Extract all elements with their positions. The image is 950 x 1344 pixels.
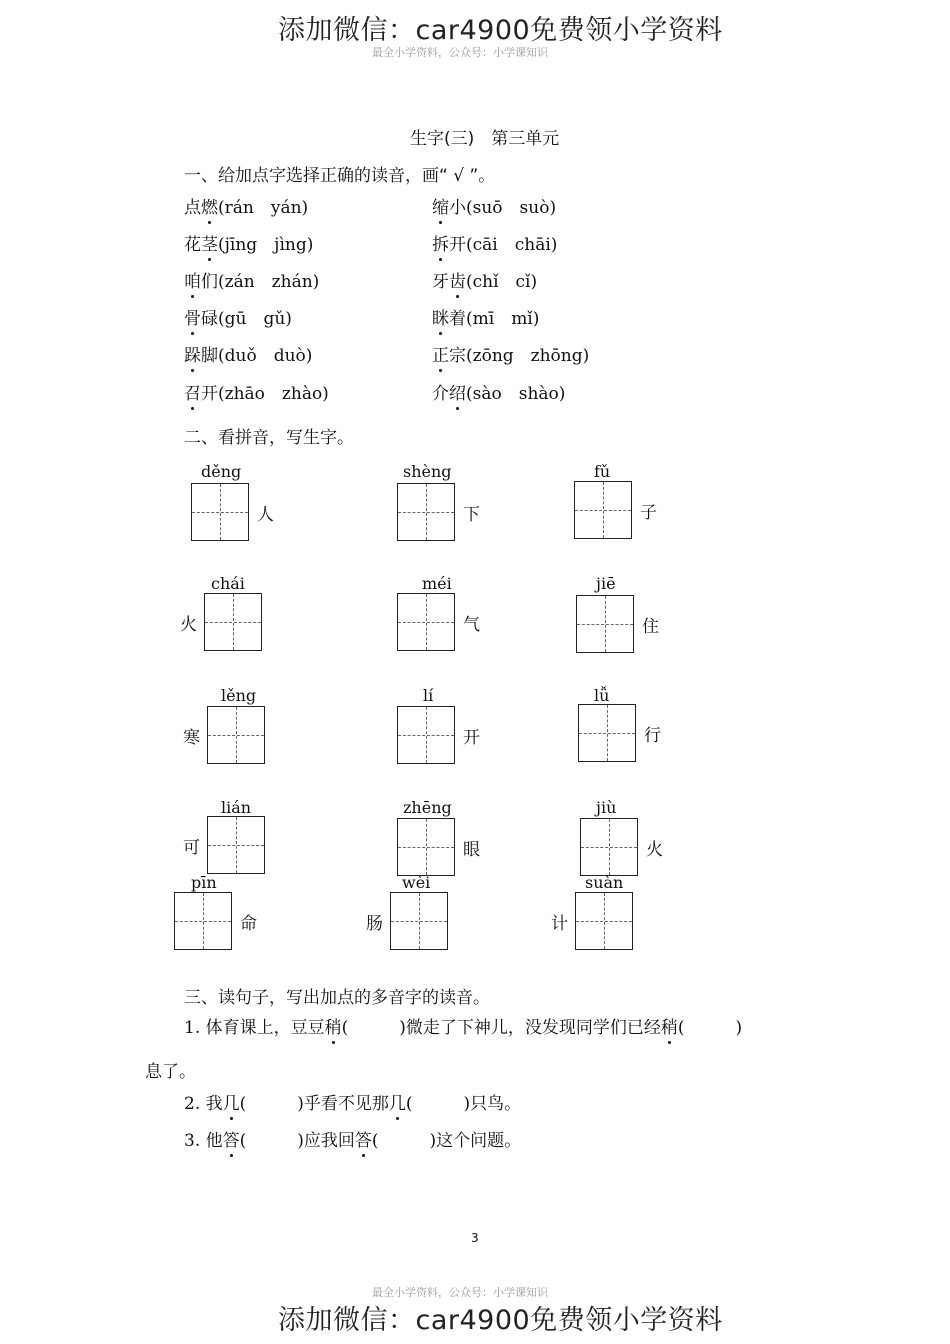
reading-item: 花茎(jīng jìng) [184, 230, 313, 255]
pinyin-label: lěng [221, 686, 257, 705]
dotted-char: 稍 [325, 1013, 342, 1038]
context-char: 可 [183, 838, 200, 858]
writing-box[interactable] [390, 892, 448, 950]
context-char: 气 [463, 615, 480, 635]
reading-item: 跺脚(duǒ duò) [184, 341, 312, 366]
dotted-char: 咱 [184, 267, 201, 292]
dotted-char: 眯 [432, 304, 449, 329]
context-char: 火 [646, 840, 663, 860]
reading-item: 牙齿(chǐ cǐ) [432, 267, 537, 292]
context-char: 人 [257, 505, 274, 525]
dotted-char: 缩 [432, 193, 449, 218]
pinyin-label: wèi [402, 873, 431, 892]
pinyin-label: fǔ [594, 462, 611, 481]
writing-box[interactable] [207, 706, 265, 764]
dotted-char: 答 [223, 1126, 240, 1151]
top-note: 最全小学资料，公众号：小学课知识 [372, 46, 548, 59]
dotted-char: 茎 [201, 230, 218, 255]
sentence-3: 3. 他答( )应我回答( )这个问题。 [184, 1126, 521, 1151]
reading-item: 咱们(zán zhán) [184, 267, 319, 292]
context-char: 子 [640, 503, 657, 523]
writing-box[interactable] [578, 704, 636, 762]
pinyin-label: jiù [596, 798, 617, 817]
pinyin-label: děng [201, 462, 242, 481]
writing-box[interactable] [207, 816, 265, 874]
reading-item: 点燃(rán yán) [184, 193, 308, 218]
writing-box[interactable] [397, 706, 455, 764]
context-char: 命 [240, 914, 257, 934]
section3-heading: 三、读句子，写出加点的多音字的读音。 [184, 988, 490, 1008]
section2-heading: 二、看拼音，写生字。 [184, 428, 354, 448]
context-char: 计 [551, 914, 568, 934]
writing-box[interactable] [204, 593, 262, 651]
writing-box[interactable] [191, 483, 249, 541]
pinyin-label: lǚ [594, 686, 610, 705]
bottom-note: 最全小学资料，公众号：小学课知识 [372, 1286, 548, 1299]
sentence-1-continued: 息了。 [145, 1062, 196, 1082]
dotted-char: 答 [355, 1126, 372, 1151]
context-char: 寒 [183, 728, 200, 748]
writing-box[interactable] [576, 595, 634, 653]
dotted-char: 几 [223, 1089, 240, 1114]
pinyin-label: jiē [596, 574, 616, 593]
sentence-1: 1. 体育课上，豆豆稍( )微走了下神儿，没发现同学们已经稍( ) [184, 1013, 742, 1038]
pinyin-label: zhēng [403, 798, 452, 817]
sentence-2: 2. 我几( )乎看不见那几( )只鸟。 [184, 1089, 521, 1114]
dotted-char: 绍 [449, 379, 466, 404]
pinyin-label: lián [221, 798, 252, 817]
section1-heading: 一、给加点字选择正确的读音，画“ √ ”。 [184, 166, 496, 186]
writing-box[interactable] [174, 892, 232, 950]
top-banner: 添加微信：car4900免费领小学资料 [278, 15, 723, 46]
context-char: 肠 [366, 914, 383, 934]
dotted-char: 召 [184, 379, 201, 404]
context-char: 火 [180, 615, 197, 635]
page-number: 3 [471, 1231, 479, 1245]
context-char: 下 [463, 505, 480, 525]
dotted-char: 骨 [184, 304, 201, 329]
bottom-banner: 添加微信：car4900免费领小学资料 [278, 1305, 723, 1336]
dotted-char: 燃 [201, 193, 218, 218]
page-title: 生字(三) 第三单元 [410, 129, 560, 149]
context-char: 行 [644, 726, 661, 746]
writing-box[interactable] [397, 818, 455, 876]
reading-item: 召开(zhāo zhào) [184, 379, 329, 404]
dotted-char: 几 [389, 1089, 406, 1114]
reading-item: 正宗(zōng zhōng) [432, 341, 589, 366]
pinyin-label: chái [211, 574, 245, 593]
context-char: 眼 [463, 840, 480, 860]
reading-item: 眯着(mī mǐ) [432, 304, 539, 329]
pinyin-label: suàn [585, 873, 624, 892]
writing-box[interactable] [580, 818, 638, 876]
reading-item: 骨碌(gū gǔ) [184, 304, 292, 329]
writing-box[interactable] [397, 483, 455, 541]
reading-item: 介绍(sào shào) [432, 379, 565, 404]
pinyin-label: méi [422, 574, 452, 593]
writing-box[interactable] [397, 593, 455, 651]
pinyin-label: pīn [191, 873, 217, 892]
dotted-char: 齿 [449, 267, 466, 292]
reading-item: 缩小(suō suò) [432, 193, 556, 218]
pinyin-label: shèng [403, 462, 452, 481]
dotted-char: 拆 [432, 230, 449, 255]
pinyin-label: lí [423, 686, 434, 705]
writing-box[interactable] [575, 892, 633, 950]
dotted-char: 正 [432, 341, 449, 366]
dotted-char: 跺 [184, 341, 201, 366]
dotted-char: 稍 [661, 1013, 678, 1038]
writing-box[interactable] [574, 481, 632, 539]
context-char: 住 [642, 617, 659, 637]
context-char: 开 [463, 728, 480, 748]
reading-item: 拆开(cāi chāi) [432, 230, 557, 255]
